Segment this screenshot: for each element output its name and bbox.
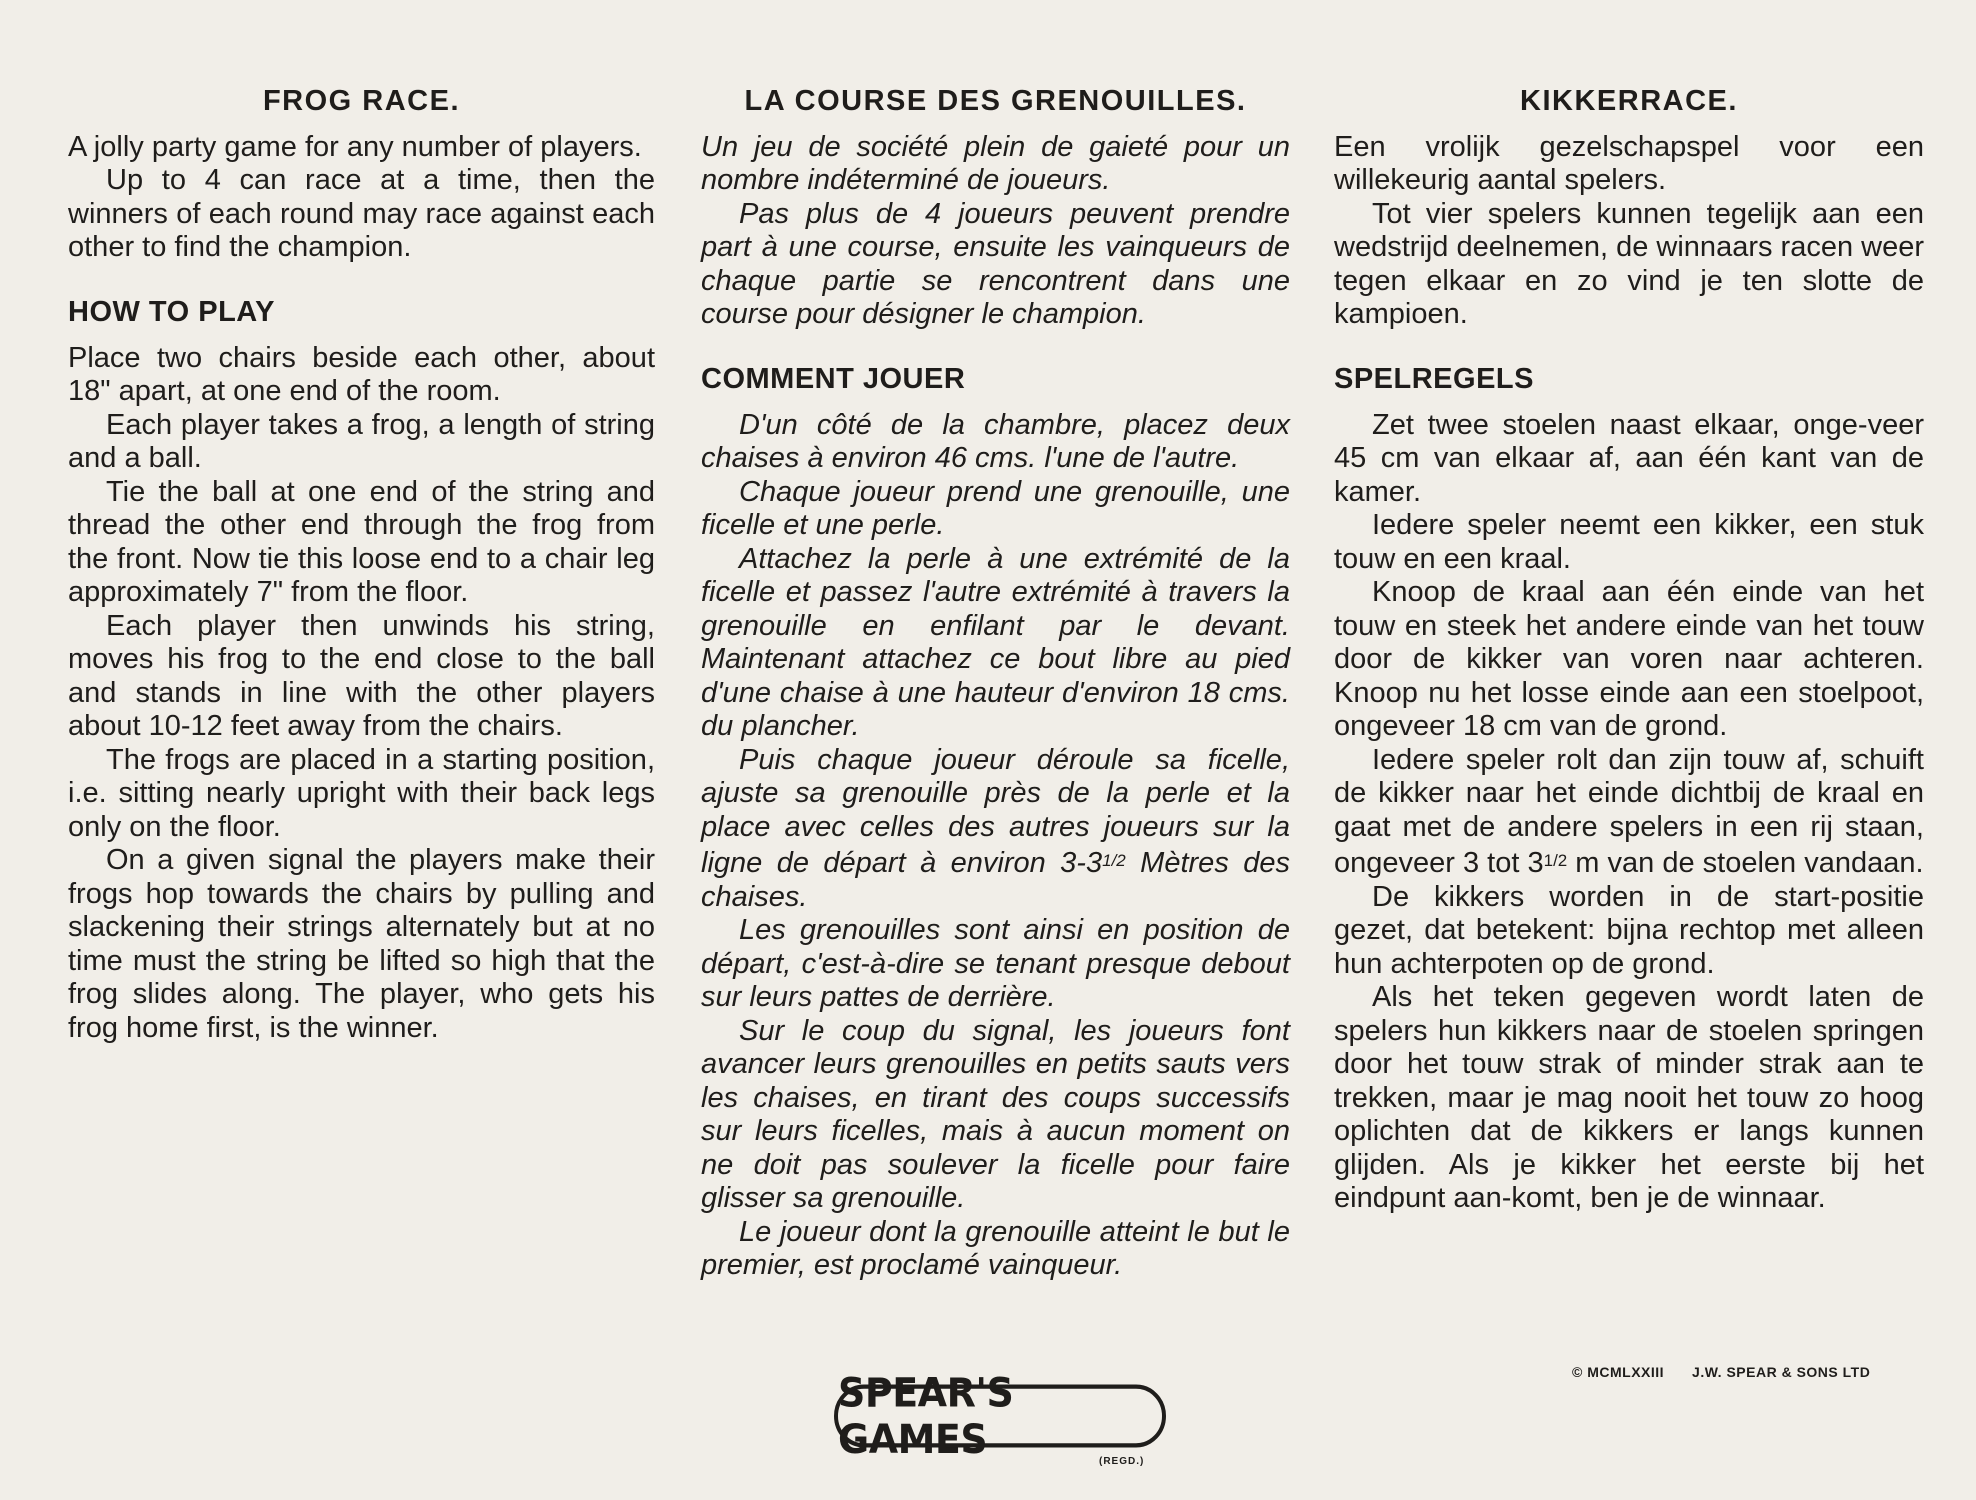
english-column <box>68 84 655 1045</box>
dutch-rule-3: Knoop de kraal aan één einde van het touw en steek het andere einde van het touw door de kikker van voren naar achteren. Knoop nu het losse einde aan een stoelpoot, ongeveer 18 cm van de grond. <box>1334 576 1924 743</box>
english-rule-4: Each player then unwinds his string, moves his frog to the end close to the ball and stands in line with the other players about 10-12 feet away from the chairs. <box>68 609 655 743</box>
french-rule-1: D'un côté de la chambre, placez deux chaises à environ 46 cms. l'une de l'autre. <box>701 408 1290 475</box>
copyright-notice <box>1572 1364 1870 1380</box>
dutch-intro-2: Tot vier spelers kunnen tegelijk aan een wedstrijd deelnemen, de winnaars racen weer tegen elkaar en zo vind je ten slotte de kampioen. <box>1334 197 1924 331</box>
dutch-title: KIKKERRACE. <box>1520 85 1738 117</box>
english-rule-5: The frogs are placed in a starting position, i.e. sitting nearly upright with their back legs only on the floor. <box>68 743 655 843</box>
dutch-rule-4-fraction: 1/2 <box>1543 851 1568 871</box>
registered-mark: (REGD.) <box>1099 1456 1145 1467</box>
english-rule-2: Each player takes a frog, a length of string and a ball. <box>68 408 655 475</box>
french-rule-4-text: Puis chaque joueur déroule sa ficelle, ajuste sa grenouille près de la perle et la place avec celles des autres joueurs sur la ligne de départ à environ 3-3 <box>701 743 1290 880</box>
english-intro-2: Up to 4 can race at a time, then the winners of each round may race against each other to find the champion. <box>68 164 655 264</box>
french-rule-3: Attachez la perle à une extrémité de la ficelle et passez l'autre extrémité à travers la grenouille en enfilant par le devant. Maintenant attachez ce bout libre au pied d'une chaise à une hauteur d'environ 18 cms. du plancher. <box>701 542 1290 743</box>
french-rule-2: Chaque joueur prend une grenouille, une ficelle et une perle. <box>701 475 1290 542</box>
dutch-rule-4 <box>1334 744 1924 881</box>
dutch-rule-1: Zet twee stoelen naast elkaar, onge-veer 45 cm van elkaar af, aan één kant van de kamer. <box>1334 408 1924 508</box>
french-intro-2: Pas plus de 4 joueurs peuvent prendre part à une course, ensuite les vainqueurs de chaque partie se rencontrent dans une course pour désigner le champion. <box>701 197 1290 331</box>
copyright-year: © MCMLXXIII <box>1572 1364 1665 1380</box>
french-rule-7: Le joueur dont la grenouille atteint le but le premier, est proclamé vainqueur. <box>701 1215 1290 1282</box>
english-rule-6: On a given signal the players make their frogs hop towards the chairs by pulling and slackening their strings alternately but at no time must the string be lifted so high that the frog slides along. The player, who gets his frog home first, is the winner. <box>68 844 655 1044</box>
dutch-rule-4-end: m van de stoelen vandaan. <box>1567 847 1924 880</box>
english-rule-1: Place two chairs beside each other, about 18" apart, at one end of the room. <box>68 341 655 408</box>
english-rule-3: Tie the ball at one end of the string and thread the other end through the frog from the front. Now tie this loose end to a chair leg approximately 7" from the floor. <box>68 475 655 609</box>
english-title: FROG RACE. <box>262 85 461 117</box>
dutch-column <box>1334 84 1924 1216</box>
dutch-rule-4-text: Iedere speler rolt dan zijn touw af, schuift de kikker naar het einde dichtbij de kraal en gaat met de andere spelers in een rij staan, ongeveer 3 tot 3 <box>1334 743 1924 880</box>
french-rule-6: Sur le coup du signal, les joueurs font avancer leurs grenouilles en petits sauts vers les chaises, en tirant des coups successifs sur leurs ficelles, mais à aucun moment on ne doit pas soulever la ficelle pour faire glisser sa grenouille. <box>701 1014 1290 1215</box>
english-how-to-play-heading: HOW TO PLAY <box>68 295 275 328</box>
dutch-intro-1: Een vrolijk gezelschapspel voor een willekeurig aantal spelers. <box>1334 130 1924 197</box>
company-name: J.W. SPEAR & SONS LTD <box>1692 1364 1871 1380</box>
dutch-rule-6: Als het teken gegeven wordt laten de spelers hun kikkers naar de stoelen springen door het touw strak of minder strak aan te trekken, maar je mag nooit het touw zo hoog oplichten dat de kikkers er langs kunnen glijden. Als je kikker het eerste bij het eindpunt aan-komt, ben je de winnaar. <box>1334 981 1924 1215</box>
dutch-rule-2: Iedere speler neemt een kikker, een stuk touw en een kraal. <box>1334 509 1924 575</box>
french-title: LA COURSE DES GRENOUILLES. <box>744 85 1247 117</box>
french-rule-4-end: Mètres des chaises. <box>701 847 1291 913</box>
french-rule-4-fraction: 1/2 <box>1102 851 1126 871</box>
dutch-how-to-play-heading: SPELREGELS <box>1334 362 1534 395</box>
french-rule-4 <box>701 744 1290 915</box>
logo-text: SPEAR'S GAMES <box>838 1369 1014 1463</box>
dutch-rule-5: De kikkers worden in de start-positie gezet, dat betekent: bijna rechtop met alleen hun achterpoten op de grond. <box>1334 880 1924 980</box>
french-how-to-play-heading: COMMENT JOUER <box>701 362 966 395</box>
french-rule-5: Les grenouilles sont ainsi en position de départ, c'est-à-dire se tenant presque debout sur leurs pattes de derrière. <box>701 914 1290 1014</box>
french-intro-1: Un jeu de société plein de gaieté pour un nombre indéterminé de joueurs. <box>701 130 1290 197</box>
french-column <box>701 84 1290 1283</box>
english-intro-1: A jolly party game for any number of players. <box>68 130 642 163</box>
